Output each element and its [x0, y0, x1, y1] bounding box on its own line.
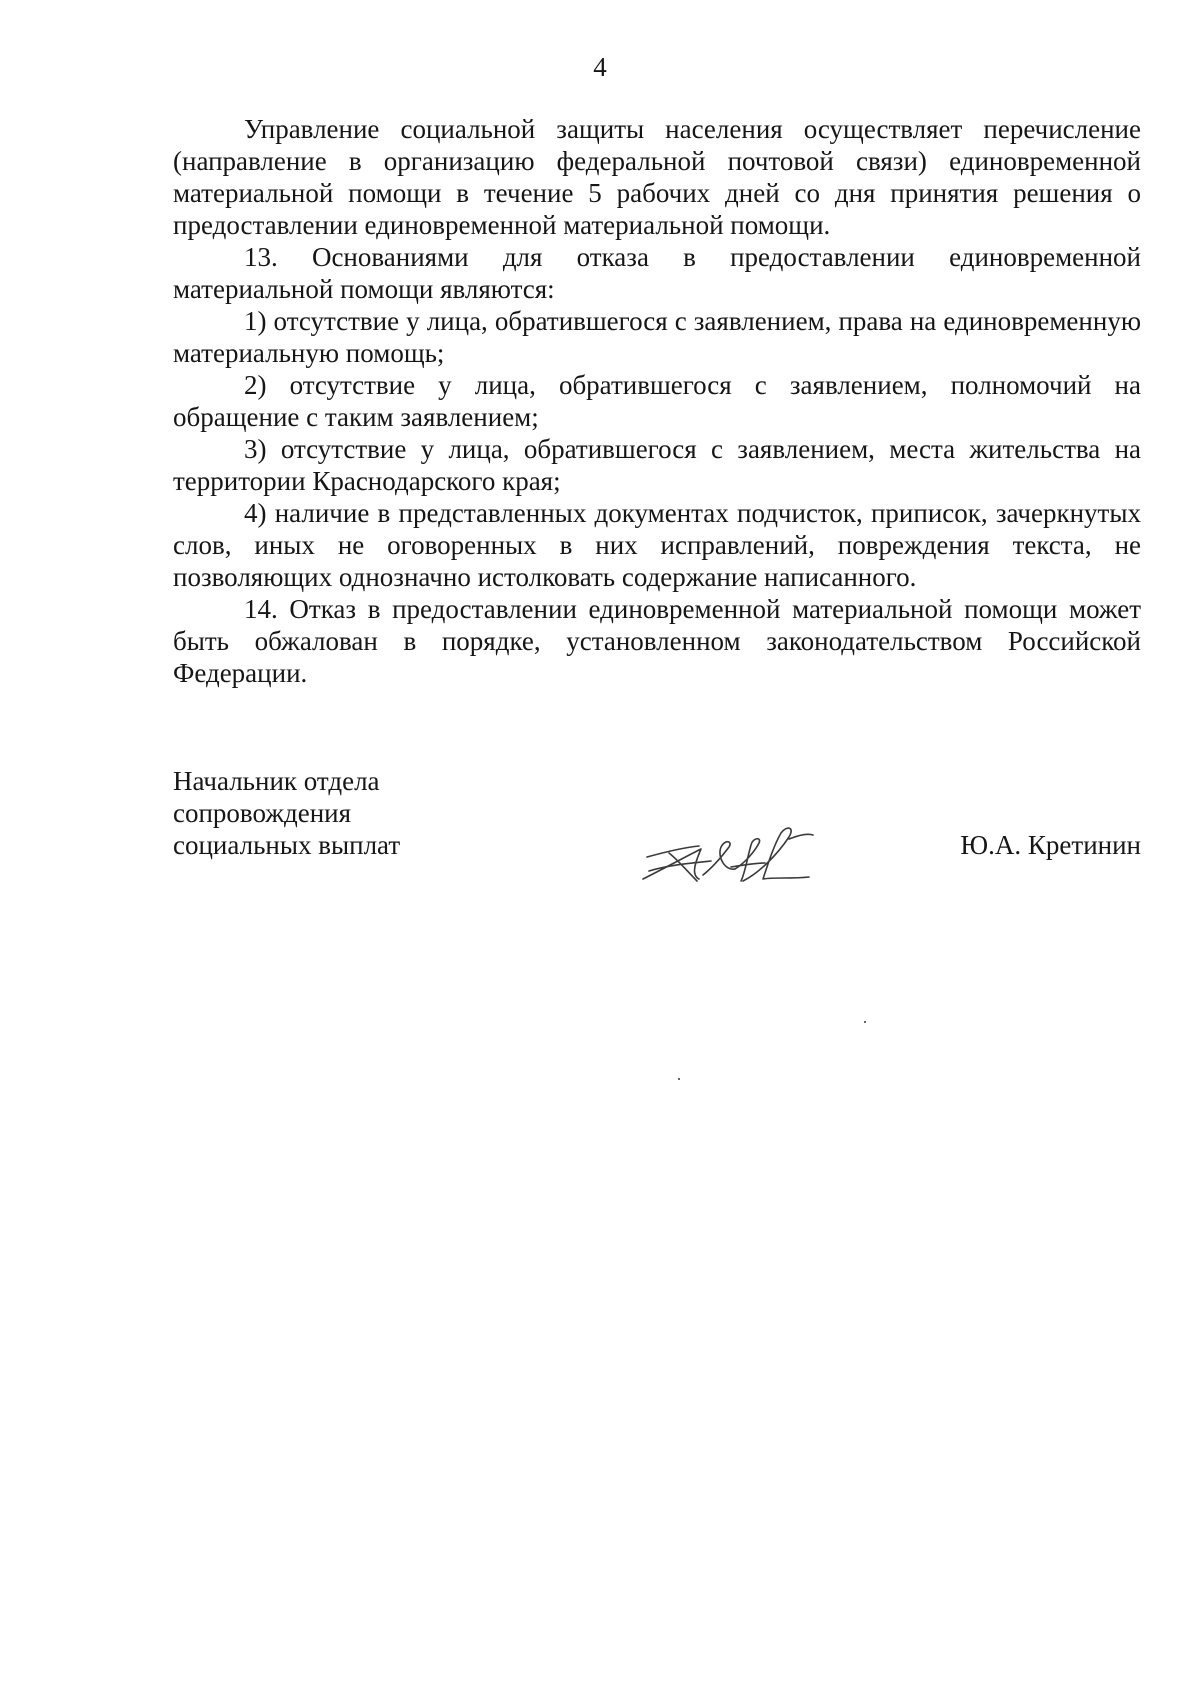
- page-number: 4: [593, 52, 607, 82]
- signer-name: Ю.А. Кретинин: [960, 830, 1141, 860]
- signature-block: [173, 765, 1141, 905]
- paragraph-13-refusal-grounds: 13. Основаниями для отказа в предоставлении единовременной материальной помощи являются:: [173, 242, 1141, 304]
- paragraph-14-appeal: 14. Отказ в предоставлении единовременной материальной помощи может быть обжалован в порядке, установленном законодательством Российской Федерации.: [173, 594, 1141, 688]
- list-item-refusal-2: 2) отсутствие у лица, обратившегося с заявлением, полномочий на обращение с таким заявлением;: [173, 370, 1141, 432]
- signer-position-line: Начальник отдела: [173, 766, 380, 796]
- signer-position-line: сопровождения: [173, 798, 352, 828]
- list-item-refusal-3: 3) отсутствие у лица, обратившегося с заявлением, места жительства на территории Краснодарского края;: [173, 434, 1141, 496]
- signer-position: [173, 765, 400, 861]
- handwritten-signature: [639, 817, 839, 907]
- list-item-refusal-1: 1) отсутствие у лица, обратившегося с заявлением, права на единовременную материальную помощь;: [173, 306, 1141, 368]
- list-item-refusal-4: 4) наличие в представленных документах подчисток, приписок, зачеркнутых слов, иных не оговоренных в них исправлений, повреждения текста, не позволяющих однозначно истолковать содержание написанного.: [173, 498, 1141, 592]
- paragraph-transfer-terms: Управление социальной защиты населения осуществляет перечисление (направление в организацию федеральной почтовой связи) единовременной материальной помощи в течение 5 рабочих дней со дня принятия решения о предоставлении единовременной материальной помощи.: [173, 114, 1141, 240]
- document-body: [173, 113, 1141, 689]
- scan-speck: [678, 1078, 680, 1080]
- signer-position-line: социальных выплат: [173, 830, 401, 860]
- scan-speck: [864, 1021, 866, 1023]
